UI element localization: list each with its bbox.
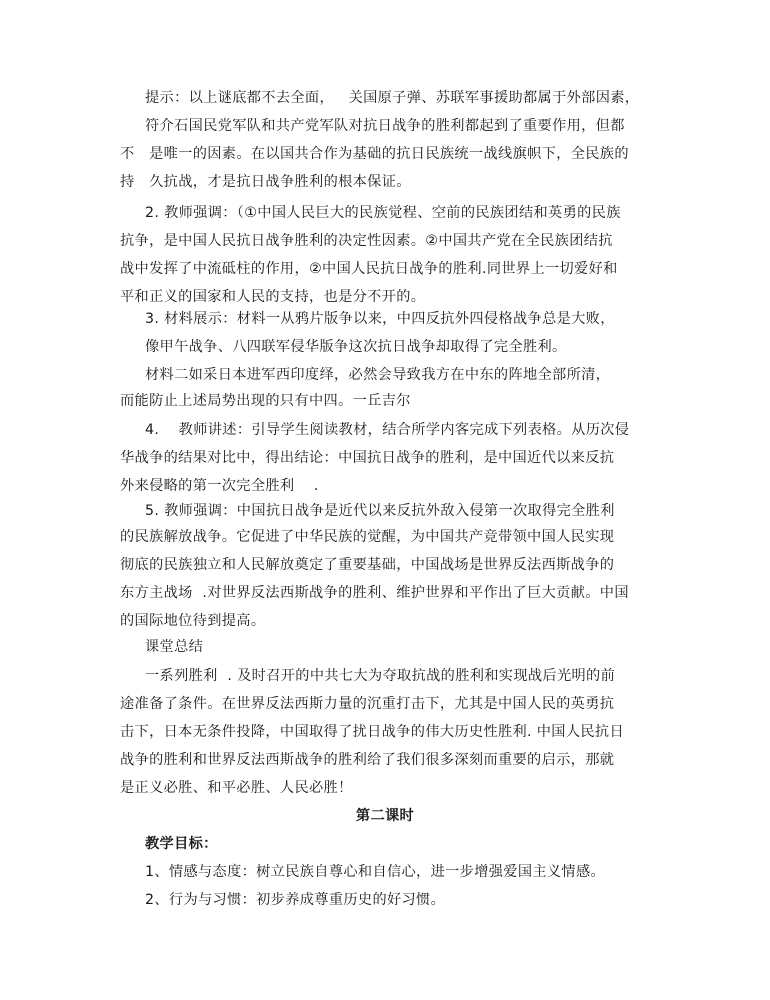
paragraph-line: 符介石国民党军队和共产党军队对抗日战争的胜利都起到了重要作用，但都: [145, 118, 625, 134]
paragraph-line: 2. 教师强调：（①中国人民巨大的民族觉程、空前的民族团结和英勇的民族: [145, 205, 621, 221]
objective-item: 2、行为与习惯：初步养成尊重历史的好习惯。: [145, 892, 446, 908]
objectives-heading: 教学目标：: [145, 836, 218, 852]
paragraph-line: 不 是唯一的因素。在以国共合作为基础的抗日民族统一战线旗帜下，全民族的: [120, 146, 629, 162]
objective-item: 1、情感与态度：树立民族自尊心和自信心，进一步增强爱国主义情感。: [145, 864, 606, 880]
paragraph-line: 而能防止上述局势出现的只有中四。一丘吉尔: [120, 393, 411, 409]
paragraph-line: 的国际地位待到提高。: [120, 613, 266, 629]
paragraph-line: 东方主战场 .对世界反法西斯战争的胜利、维护世界和平作出了巨大贡献。中国: [120, 585, 629, 601]
paragraph-line: 持 久抗战，才是抗日战争胜利的根本保证。: [120, 174, 411, 190]
paragraph-line: 途准备了条件。在世界反法西斯力量的沉重打击下，尤其是中国人民的英勇抗: [120, 696, 615, 712]
paragraph-line: 材料二如采日本进军西印度绎，必然会导致我方在中东的阵地全部所清，: [145, 367, 611, 383]
paragraph-line: 一系列胜利 . 及时召开的中共七大为夺取抗战的胜利和实现战后光明的前: [145, 668, 616, 684]
section-title: 第二课时: [355, 808, 415, 824]
paragraph-line: 提示：以上谜底都不去全面， 关国原子弹、苏联军事援助都属于外部因素，: [145, 90, 640, 106]
paragraph-line: 4. 教师讲述：引导学生阅读教材，结合所学内客完成下列表格。从历次侵: [145, 422, 630, 438]
paragraph-line: 3. 材料展示：材料一从鸦片版争以来，中四反抗外四侵格战争总是大败，: [145, 311, 615, 327]
paragraph-line: 战争的胜利和世界反法西斯战争的胜利给了我们很多深刻而重要的启示，那就: [120, 752, 615, 768]
section-heading-summary: 课堂总结: [145, 639, 204, 655]
paragraph-line: 华战争的结果对比中，得出结论：中国抗日战争的胜利，是中国近代以来反抗: [120, 450, 615, 466]
paragraph-line: 像甲午战争、八四联军侵华版争这次抗日战争却取得了完全胜利。: [145, 339, 567, 355]
paragraph-line: 击下，日本无条件投降，中国取得了扰日战争的伟大历史性胜利. 中国人民抗日: [120, 724, 624, 740]
paragraph-line: 战中发挥了中流砥柱的作用，②中国人民抗日战争的胜利.同世界上一切爱好和: [120, 261, 618, 277]
paragraph-line: 平和正义的国家和人民的支持，也是分不开的。: [120, 289, 426, 305]
paragraph-line: 5. 教师强调：中国抗日战争是近代以来反抗外敌入侵第一次取得完全胜利: [145, 503, 615, 519]
paragraph-line: 的民族解放战争。它促进了中华民族的觉醒，为中国共产竞带领中国人民实现: [120, 529, 615, 545]
paragraph-line: 外来侵略的第一次完全胜利 .: [120, 478, 319, 494]
paragraph-line: 抗争，是中国人民抗日战争胜利的决定性因素。②中国共产党在全民族团结抗: [120, 233, 613, 249]
paragraph-line: 彻底的民族独立和人民解放奠定了重要基础，中国战场是世界反法西斯战争的: [120, 557, 615, 573]
paragraph-line: 是正义必胜、和平必胜、人民必胜！: [120, 780, 353, 796]
